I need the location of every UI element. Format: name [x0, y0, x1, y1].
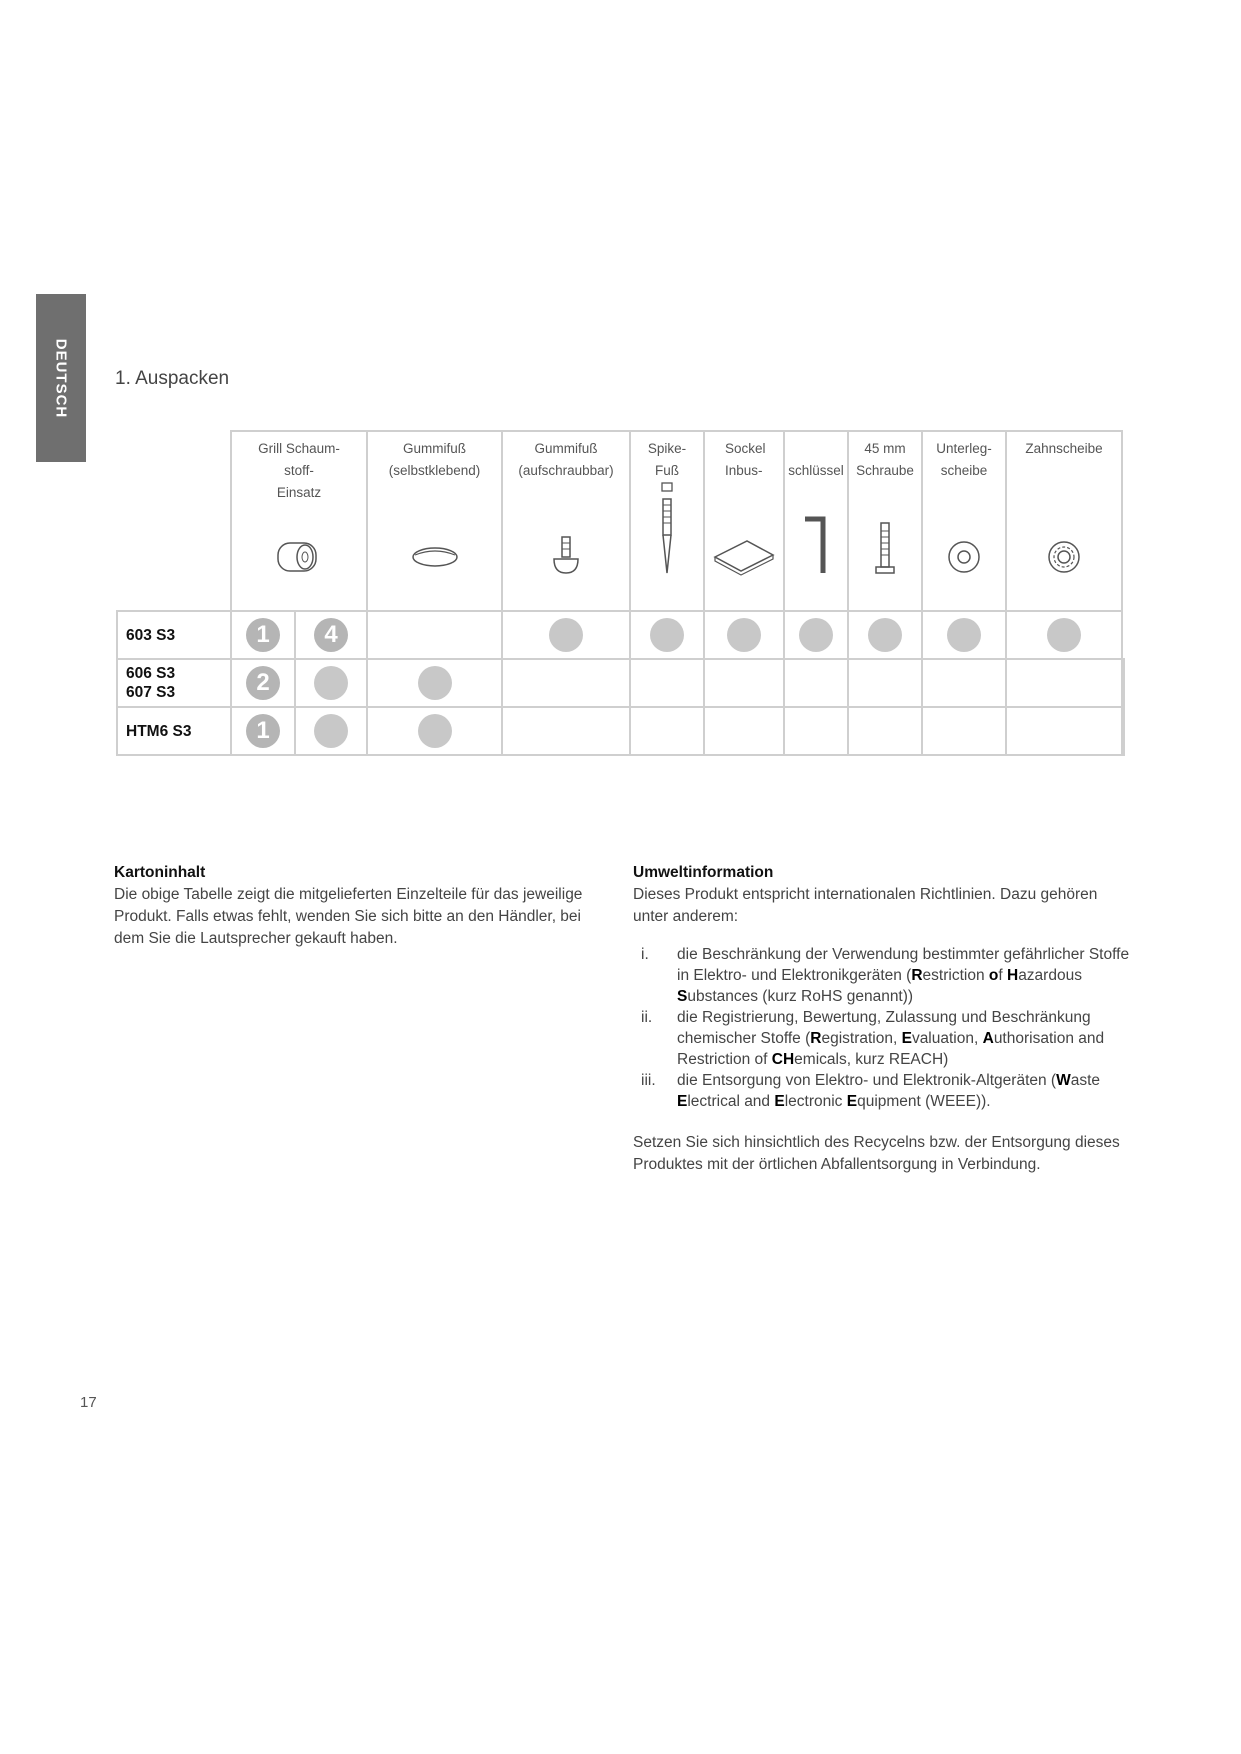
environment-section	[633, 862, 1133, 1176]
part-header: Gummifuß (aufschraubbar)	[502, 431, 630, 611]
model-name: HTM6 S3	[117, 707, 231, 755]
screw-foot-icon	[546, 533, 586, 577]
cell	[704, 707, 784, 755]
included-dot	[314, 666, 348, 700]
part-header: 45 mm Schraube	[848, 431, 922, 611]
cell	[848, 707, 922, 755]
cell	[502, 707, 630, 755]
rubber-foot-icon	[405, 537, 465, 577]
qty-badge: 1	[246, 714, 280, 748]
cell	[922, 611, 1006, 659]
cell	[922, 659, 1006, 707]
allen-key-icon	[801, 515, 831, 577]
cell	[367, 611, 502, 659]
grill-qty-cell	[231, 611, 295, 659]
page-number: 17	[80, 1394, 97, 1411]
cell	[784, 707, 848, 755]
list-item: ii. die Registrierung, Bewertung, Zulassung und Beschränkung chemischer Stoffe (Registration, Evaluation, Authorisation and Restriction of CHemicals, kurz REACH)	[641, 1009, 1105, 1068]
language-tab	[36, 294, 86, 462]
grill-qty-cell	[231, 707, 295, 755]
cell	[1122, 659, 1124, 707]
included-dot	[947, 618, 981, 652]
cell	[367, 707, 502, 755]
screw-icon	[873, 521, 897, 577]
table-row	[117, 611, 1124, 659]
table-row	[117, 707, 1124, 755]
cell	[1122, 707, 1124, 755]
model-name: 606 S3 607 S3	[117, 659, 231, 707]
directive-list	[633, 944, 1133, 1112]
included-dot	[314, 714, 348, 748]
model-name: 603 S3	[117, 611, 231, 659]
cell	[630, 707, 704, 755]
included-dot	[650, 618, 684, 652]
table-row	[117, 659, 1124, 707]
foam-insert-icon	[259, 537, 339, 577]
cell	[630, 611, 704, 659]
cell	[502, 659, 630, 707]
list-item: iii. die Entsorgung von Elektro- und Elektronik-Altgeräten (Waste Electrical and Electronic Equipment (WEEE)).	[641, 1072, 1101, 1110]
header-blank	[117, 431, 231, 611]
part-header: Gummifuß (selbstklebend)	[367, 431, 502, 611]
environment-intro: Dieses Produkt entspricht internationalen Richtlinien. Dazu gehören unter anderem:	[633, 886, 1098, 925]
cell	[784, 659, 848, 707]
qty-badge: 4	[314, 618, 348, 652]
qty-badge: 1	[246, 618, 280, 652]
part-header: Sockel Inbus-	[704, 431, 784, 611]
cell	[704, 659, 784, 707]
included-dot	[418, 666, 452, 700]
part-header: Unterleg- scheibe	[922, 431, 1006, 611]
included-dot	[868, 618, 902, 652]
box-contents-section	[114, 862, 604, 950]
toothed-washer-icon	[1044, 537, 1084, 577]
foam-qty-cell	[295, 707, 367, 755]
cell	[848, 659, 922, 707]
environment-heading: Umweltinformation	[633, 864, 774, 881]
cell	[784, 611, 848, 659]
cell	[502, 611, 630, 659]
box-contents-text: Die obige Tabelle zeigt die mitgelieferten Einzelteile für das jeweilige Produkt. Falls etwas fehlt, wenden Sie sich bitte an den Händler, bei dem Sie die Lautsprecher gekauft haben.	[114, 886, 583, 947]
included-dot	[418, 714, 452, 748]
grill-qty-cell	[231, 659, 295, 707]
cell	[630, 659, 704, 707]
part-header: Zahnscheibe	[1006, 431, 1122, 611]
spike-icon	[652, 481, 682, 577]
environment-closing: Setzen Sie sich hinsichtlich des Recycelns bzw. der Entsorgung dieses Produktes mit der örtlichen Abfallentsorgung in Verbindung.	[633, 1134, 1120, 1173]
part-header: schlüssel	[784, 431, 848, 611]
included-dot	[549, 618, 583, 652]
cell	[367, 659, 502, 707]
qty-badge: 2	[246, 666, 280, 700]
cell	[922, 707, 1006, 755]
language-label: DEUTSCH	[52, 338, 70, 418]
included-dot	[727, 618, 761, 652]
foam-qty-cell	[295, 611, 367, 659]
cell	[704, 611, 784, 659]
cell	[1006, 707, 1122, 755]
included-dot	[1047, 618, 1081, 652]
part-header: Grill Schaum- stoff- Einsatz	[231, 431, 367, 611]
cell	[848, 611, 922, 659]
box-contents-heading: Kartoninhalt	[114, 864, 206, 881]
plinth-icon	[711, 537, 777, 577]
washer-icon	[944, 537, 984, 577]
list-item: i. die Beschränkung der Verwendung bestimmter gefährlicher Stoffe in Elektro- und Elektronikgeräten (Restriction of Hazardous Substances (kurz RoHS genannt))	[641, 946, 1130, 1005]
part-header: Spike- Fuß	[630, 431, 704, 611]
foam-qty-cell	[295, 659, 367, 707]
cell	[1006, 659, 1122, 707]
included-dot	[799, 618, 833, 652]
cell	[1006, 611, 1122, 659]
parts-table	[116, 430, 1125, 756]
section-title: 1. Auspacken	[115, 368, 230, 389]
